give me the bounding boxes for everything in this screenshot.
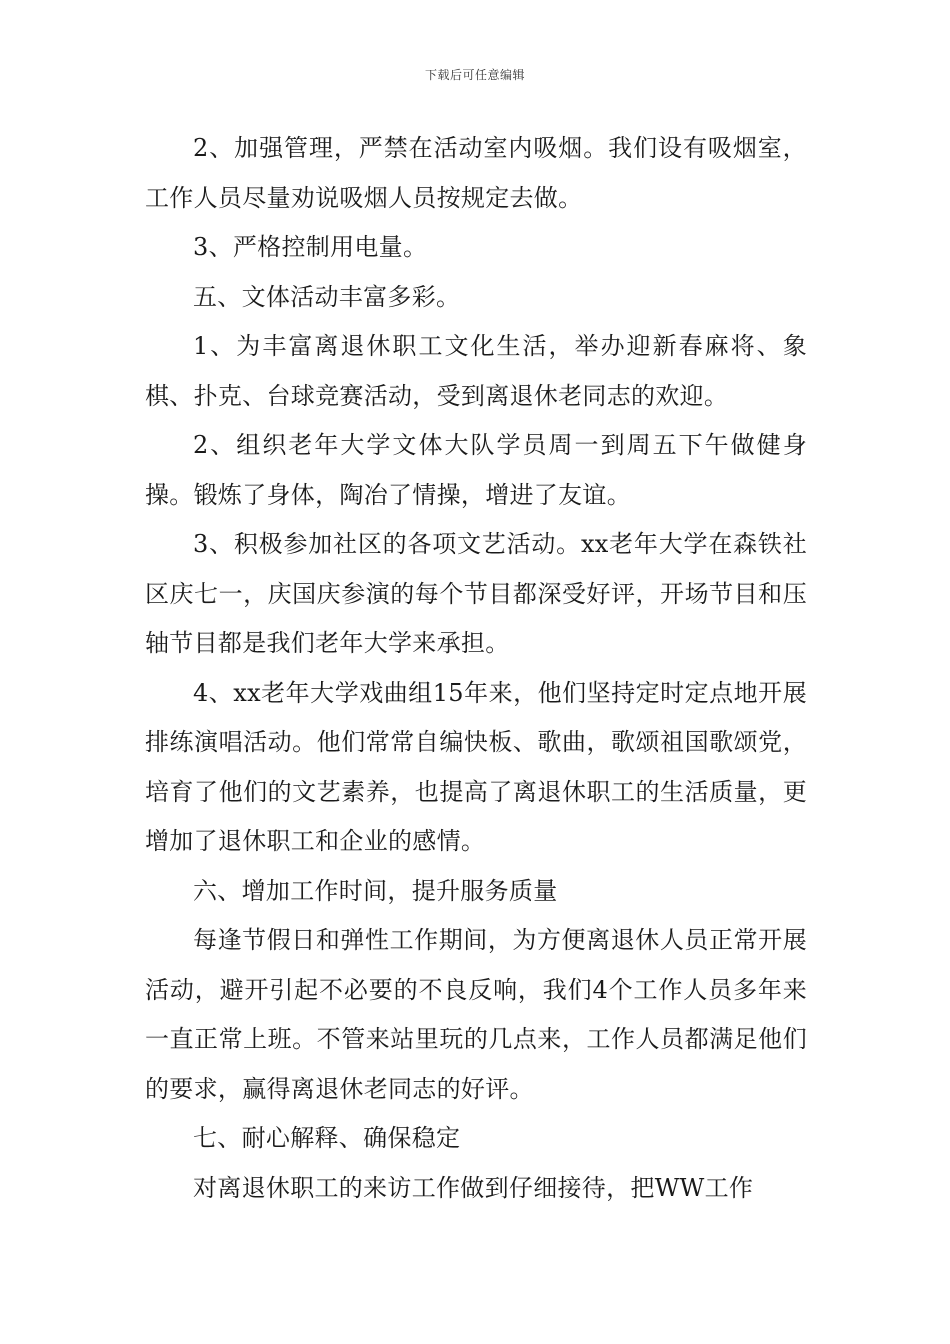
paragraph: 2、组织老年大学文体大队学员周一到周五下午做健身操。锻炼了身体，陶冶了情操，增进了友谊。	[145, 431, 807, 509]
section-heading: 六、增加工作时间，提升服务质量	[193, 876, 558, 905]
paragraph: 3、严格控制用电量。	[193, 233, 428, 261]
page-header: 下载后可任意编辑	[424, 68, 525, 82]
paragraph: 3、积极参加社区的各项文艺活动。xx老年大学在森铁社区庆七一，庆国庆参演的每个节目都深受好评，开场节目和压轴节目都是我们老年大学来承担。	[145, 530, 807, 657]
document-body	[145, 124, 807, 1213]
paragraph: 每逢节假日和弹性工作期间，为方便离退休人员正常开展活动，避开引起不必要的不良反响，我们4个工作人员多年来一直正常上班。不管来站里玩的几点来，工作人员都满足他们的要求，赢得离退休老同志的好评。	[145, 926, 807, 1103]
section-heading: 五、文体活动丰富多彩。	[193, 282, 461, 311]
paragraph: 对离退休职工的来访工作做到仔细接待，把WW工作	[193, 1173, 754, 1202]
paragraph: 4、xx老年大学戏曲组15年来，他们坚持定时定点地开展排练演唱活动。他们常常自编快板、歌曲，歌颂祖国歌颂党，培育了他们的文艺素养，也提高了离退休职工的生活质量，更增加了退休职工和企业的感情。	[145, 678, 807, 855]
section-heading: 七、耐心解释、确保稳定	[193, 1124, 461, 1152]
paragraph: 2、加强管理，严禁在活动室内吸烟。我们设有吸烟室，工作人员尽量劝说吸烟人员按规定去做。	[145, 134, 807, 212]
paragraph: 1、为丰富离退休职工文化生活，举办迎新春麻将、象棋、扑克、台球竞赛活动，受到离退休老同志的欢迎。	[145, 332, 807, 410]
